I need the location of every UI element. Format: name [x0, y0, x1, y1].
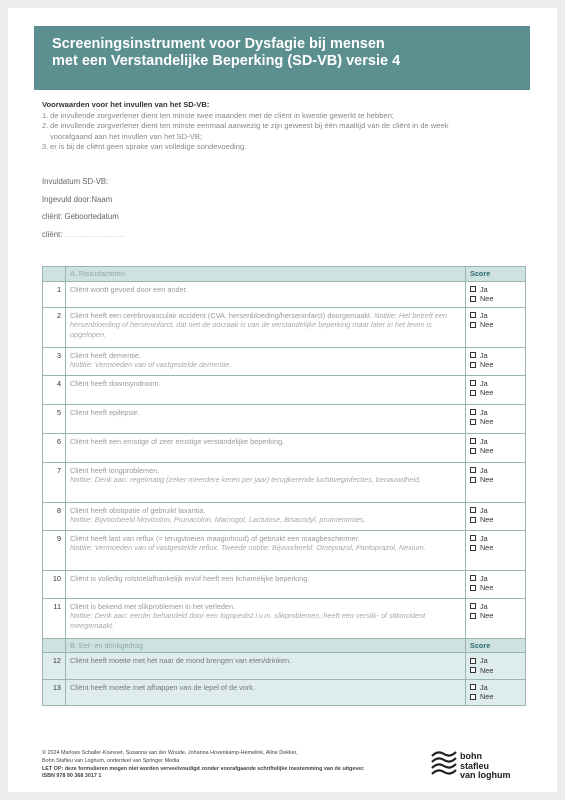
row-note: Notitie: Bijvoorbeeld Movicolon, Prunacolon, Macrogol, Lactulose, Bisacodyl, pruimenmoes.: [70, 515, 366, 525]
checkbox-icon: [470, 296, 476, 302]
checkbox-icon: [470, 467, 476, 473]
yes-label: Ja: [480, 465, 488, 475]
checkbox-icon: [470, 667, 476, 673]
score-cell: [466, 462, 526, 502]
yes-label: Ja: [480, 505, 488, 515]
no-label: Nee: [480, 475, 494, 485]
row-number: 12: [43, 653, 66, 679]
checkbox-icon: [470, 352, 476, 358]
section-a-num-cell: [43, 267, 66, 282]
section-a-title: A. Risicofactoren: [66, 267, 466, 282]
score-cell: [466, 347, 526, 375]
condition-number: 1.: [42, 110, 49, 120]
logo-line1: bohn: [460, 751, 482, 761]
row-text-cell: [66, 462, 466, 502]
row-text: Cliënt is bekend met slikproblemen in het verleden.: [70, 601, 236, 611]
checkbox-icon: [470, 322, 476, 328]
row-text: Cliënt heeft een ernstige of zeer ernstige verstandelijke beperking.: [70, 436, 285, 446]
no-checkbox[interactable]: [470, 294, 521, 304]
row-text-cell: [66, 679, 466, 705]
row-number: 1: [43, 281, 66, 307]
checkbox-icon: [470, 362, 476, 368]
section-b-num-cell: [43, 638, 66, 653]
row-text-cell: [66, 307, 466, 347]
no-checkbox[interactable]: [470, 417, 521, 427]
score-header: Score: [466, 267, 526, 282]
no-label: Nee: [480, 692, 494, 702]
checkbox-icon: [470, 286, 476, 292]
condition-text: de invullende zorgverlener dient ten minste twee maanden met de cliënt in kwestie gewerkt te hebben;: [50, 110, 395, 120]
row-text-cell: [66, 598, 466, 638]
yes-checkbox[interactable]: [470, 656, 521, 666]
table-row: [43, 462, 526, 502]
yes-label: Ja: [480, 350, 488, 360]
checkbox-icon: [470, 517, 476, 523]
checkbox-icon: [470, 585, 476, 591]
checkbox-icon: [470, 390, 476, 396]
table-row: [43, 530, 526, 570]
yes-label: Ja: [480, 378, 488, 388]
score-cell: [466, 281, 526, 307]
row-text-cell: [66, 281, 466, 307]
yes-checkbox[interactable]: [470, 466, 521, 476]
yes-checkbox[interactable]: [470, 351, 521, 361]
row-text: Cliënt heeft dementie.: [70, 350, 141, 360]
table-row: [43, 347, 526, 375]
no-checkbox[interactable]: [470, 666, 521, 676]
footer-notice: LET OP: deze formulieren mogen niet worden verveelvoudigd zonder voorafgaande schriftelijke toestemming van de uitgever.: [42, 765, 365, 772]
footer-copyright: © 2024 Marloes Schaller-Koevoet, Susanna van der Woude, Johanna Hovenkamp-Hemelink, Aline Dekker,: [42, 750, 298, 756]
yes-checkbox[interactable]: [470, 683, 521, 693]
score-cell: [466, 375, 526, 404]
table-row: [43, 679, 526, 705]
conditions-title: Voorwaarden voor het invullen van het SD-VB:: [42, 100, 210, 109]
row-text: Cliënt heeft epilepsie.: [70, 407, 140, 417]
table-row: [43, 502, 526, 530]
checkbox-icon: [470, 438, 476, 444]
yes-checkbox[interactable]: [470, 602, 521, 612]
yes-checkbox[interactable]: [470, 379, 521, 389]
score-cell: [466, 404, 526, 433]
no-checkbox[interactable]: [470, 692, 521, 702]
checkbox-icon: [470, 545, 476, 551]
yes-checkbox[interactable]: [470, 311, 521, 321]
score-cell: [466, 433, 526, 462]
row-number: 8: [43, 502, 66, 530]
publisher-logo-text: [460, 752, 511, 781]
yes-label: Ja: [480, 436, 488, 446]
condition-item-continuation: [42, 132, 532, 143]
row-number: 6: [43, 433, 66, 462]
condition-item: [42, 111, 532, 122]
no-label: Nee: [480, 320, 494, 330]
checkbox-icon: [470, 575, 476, 581]
row-note: Notitie: Vermoeden van of vastgestelde reflux. Tweede notitie: Bijvoorbeeld: Omeprazol, Pantoprazol, Nexium.: [70, 543, 426, 553]
publisher-logo-icon: [428, 750, 458, 780]
no-label: Nee: [480, 388, 494, 398]
checkbox-icon: [470, 535, 476, 541]
row-number: 4: [43, 375, 66, 404]
row-text: Cliënt is volledig rolstoelafhankelijk en/of heeft een lichamelijke beperking.: [70, 573, 310, 583]
checkbox-icon: [470, 312, 476, 318]
row-text: Cliënt wordt gevoed door een ander.: [70, 284, 188, 294]
score-cell: [466, 307, 526, 347]
yes-label: Ja: [480, 573, 488, 583]
row-text-cell: [66, 653, 466, 679]
condition-item: [42, 142, 532, 153]
no-label: Nee: [480, 543, 494, 553]
score-header: Score: [466, 638, 526, 653]
score-cell: [466, 653, 526, 679]
checkbox-icon: [470, 448, 476, 454]
no-label: Nee: [480, 515, 494, 525]
no-label: Nee: [480, 417, 494, 427]
document-page: [8, 8, 557, 792]
no-label: Nee: [480, 665, 494, 675]
condition-text: voorafgaand aan het invullen van het SD-VB;: [50, 131, 202, 141]
section-b-title: B. Eet- en drinkgedrag: [66, 638, 466, 653]
no-checkbox[interactable]: [470, 611, 521, 621]
table-row: [43, 598, 526, 638]
row-text: Cliënt heeft downsyndroom.: [70, 378, 161, 388]
row-text-cell: [66, 347, 466, 375]
table-row: [43, 653, 526, 679]
client-field[interactable]: [42, 230, 125, 248]
footer-publisher: Bohn Stafleu van Loghum, onderdeel van Springer Media: [42, 757, 180, 764]
score-cell: [466, 598, 526, 638]
condition-number: 3.: [42, 142, 49, 151]
yes-checkbox[interactable]: [470, 506, 521, 516]
date-label: Invuldatum SD-VB:: [42, 177, 109, 186]
row-number: 5: [43, 404, 66, 433]
row-text-cell: [66, 502, 466, 530]
table-row: [43, 570, 526, 598]
no-label: Nee: [480, 611, 494, 621]
yes-checkbox[interactable]: [470, 408, 521, 418]
checkbox-icon: [470, 380, 476, 386]
checkbox-icon: [470, 658, 476, 664]
yes-label: Ja: [480, 284, 488, 294]
section-a-header: [43, 267, 526, 282]
row-text-cell: [66, 530, 466, 570]
filled-by-field[interactable]: [42, 195, 125, 213]
checkbox-icon: [470, 603, 476, 609]
footer: [42, 750, 402, 781]
header-title-line1: Screeningsinstrument voor Dysfagie bij mensen: [52, 36, 385, 52]
document-header: [34, 26, 530, 90]
row-number: 10: [43, 570, 66, 598]
yes-checkbox[interactable]: [470, 437, 521, 447]
row-text: Cliënt heeft moeite met afhappen van de lepel of de vork.: [70, 682, 255, 692]
row-number: 13: [43, 679, 66, 705]
no-checkbox[interactable]: [470, 475, 521, 485]
row-text: Cliënt heeft een cerebrovasculair accident (CVA, hersenbloeding/herseninfarct) doorgemaakt.: [70, 310, 373, 320]
conditions-block: [42, 100, 532, 153]
row-text: Cliënt heeft last van reflux (= terugvloeien maaginhoud) of gebruikt een maagbeschermer.: [70, 533, 360, 543]
criteria-table: [42, 266, 526, 706]
logo-line2: stafleu: [460, 760, 490, 771]
condition-item: [42, 121, 532, 132]
row-text-cell: [66, 433, 466, 462]
row-text: Cliënt heeft moeite met het naar de mond brengen van eten/drinken.: [70, 656, 292, 666]
checkbox-icon: [470, 409, 476, 415]
client-birth-label: cliënt: Geboortedatum: [42, 212, 119, 221]
row-number: 3: [43, 347, 66, 375]
table-row: [43, 433, 526, 462]
score-cell: [466, 679, 526, 705]
row-number: 9: [43, 530, 66, 570]
no-checkbox[interactable]: [470, 446, 521, 456]
row-note: Notitie: Denk aan: eerder behandeld door een logopedist i.v.m. slikproblemen, heeft een verslik- of stikincident meegemaakt.: [70, 611, 426, 630]
no-checkbox[interactable]: [470, 515, 521, 525]
yes-label: Ja: [480, 656, 488, 666]
table-row: [43, 281, 526, 307]
yes-label: Ja: [480, 310, 488, 320]
table-row: [43, 307, 526, 347]
table-row: [43, 375, 526, 404]
row-text-cell: [66, 570, 466, 598]
row-text-cell: [66, 404, 466, 433]
row-text: Cliënt heeft longproblemen.: [70, 465, 160, 475]
header-title-line2: met een Verstandelijke Beperking (SD-VB) versie 4: [52, 53, 401, 69]
checkbox-icon: [470, 507, 476, 513]
no-checkbox[interactable]: [470, 388, 521, 398]
checkbox-icon: [470, 419, 476, 425]
no-label: Nee: [480, 294, 494, 304]
footer-isbn: ISBN 978 90 368 3017 1: [42, 773, 102, 780]
no-label: Nee: [480, 583, 494, 593]
checkbox-icon: [470, 694, 476, 700]
publisher-logo: [428, 750, 538, 786]
table-row: [43, 404, 526, 433]
row-note: Notitie: Het betreft een hersenbloeding of herseninfarct, dat niet de oorzaak is van de verstandelijke beperking maar later in het leven is opgelopen.: [70, 310, 448, 339]
condition-text: de invullende zorgverlener dient ten minste eenmaal aanwezig te zijn geweest bij één maaltijd van de cliënt in de week: [50, 121, 449, 130]
client-birth-field[interactable]: [42, 212, 125, 230]
condition-number: 2.: [42, 121, 49, 130]
no-checkbox[interactable]: [470, 543, 521, 553]
yes-checkbox[interactable]: [470, 534, 521, 544]
checkbox-icon: [470, 613, 476, 619]
yes-label: Ja: [480, 601, 488, 611]
row-note: Notitie: Denk aan: regelmatig (zeker meerdere keren per jaar) terugkerende luchtweginfecties, benauwdheid.: [70, 475, 422, 485]
client-blank: ............................: [64, 229, 126, 239]
score-cell: [466, 570, 526, 598]
row-number: 11: [43, 598, 66, 638]
row-note: Notitie: Vermoeden van of vastgestelde dementie.: [70, 360, 232, 370]
form-fields: [42, 177, 125, 247]
score-cell: [466, 502, 526, 530]
section-b-header: [43, 638, 526, 653]
row-text: Cliënt heeft obstipatie of gebruikt laxantia.: [70, 505, 206, 515]
checkbox-icon: [470, 684, 476, 690]
logo-line3: van loghum: [460, 770, 511, 780]
yes-checkbox[interactable]: [470, 285, 521, 295]
no-label: Nee: [480, 446, 494, 456]
score-cell: [466, 530, 526, 570]
yes-checkbox[interactable]: [470, 574, 521, 584]
no-checkbox[interactable]: [470, 360, 521, 370]
filled-by-label: Ingevuld door:Naam: [42, 194, 113, 204]
row-number: 2: [43, 307, 66, 347]
yes-label: Ja: [480, 682, 488, 692]
no-label: Nee: [480, 360, 494, 370]
yes-label: Ja: [480, 533, 488, 543]
yes-label: Ja: [480, 407, 488, 417]
no-checkbox[interactable]: [470, 583, 521, 593]
client-label: cliënt:: [42, 229, 63, 239]
row-number: 7: [43, 462, 66, 502]
condition-text: er is bij de cliënt geen sprake van volledige sondevoeding.: [50, 142, 247, 151]
checkbox-icon: [470, 477, 476, 483]
no-checkbox[interactable]: [470, 320, 521, 330]
row-text-cell: [66, 375, 466, 404]
date-field[interactable]: [42, 177, 125, 195]
